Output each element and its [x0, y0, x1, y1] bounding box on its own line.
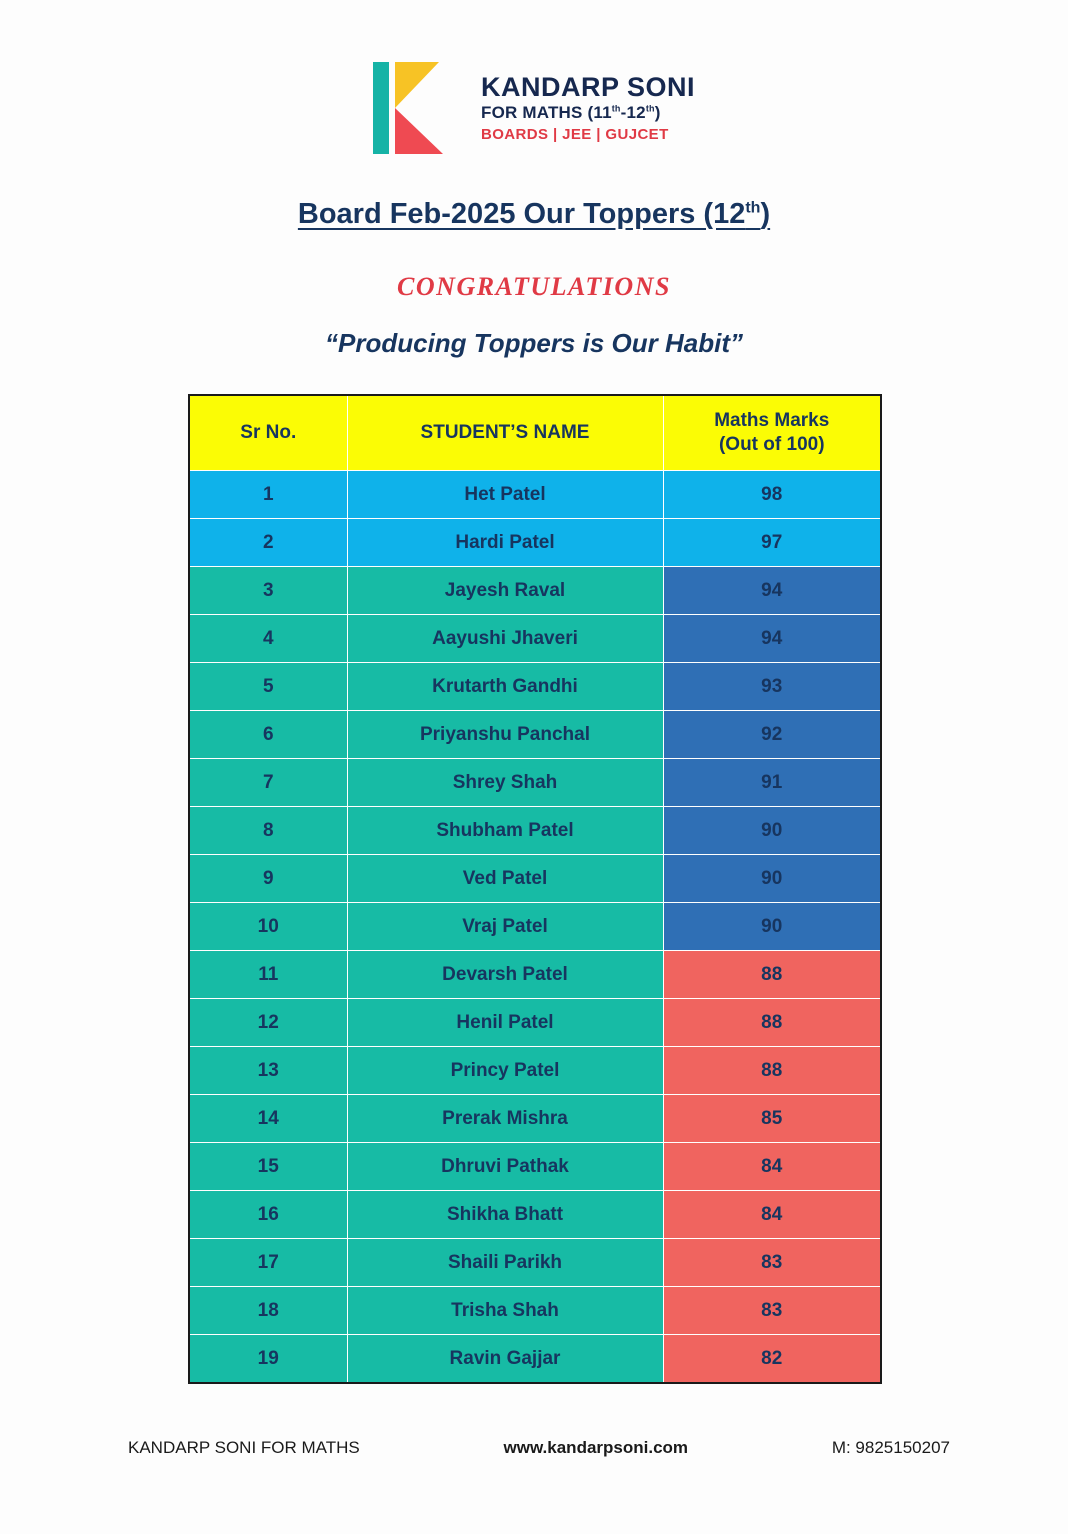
- cell-sr-no: 18: [189, 1287, 347, 1335]
- cell-student-name: Krutarth Gandhi: [347, 663, 663, 711]
- header-maths-marks-line1: Maths Marks: [714, 410, 830, 432]
- table-row: [189, 663, 881, 711]
- cell-maths-marks: 84: [663, 1191, 881, 1239]
- cell-maths-marks: 84: [663, 1143, 881, 1191]
- cell-maths-marks: 82: [663, 1335, 881, 1384]
- table-row: [189, 903, 881, 951]
- cell-sr-no: 3: [189, 567, 347, 615]
- brand-exams: BOARDS | JEE | GUJCET: [480, 126, 669, 144]
- cell-student-name: Jayesh Raval: [347, 567, 663, 615]
- table-row: [189, 567, 881, 615]
- tagline-text: “Producing Toppers is Our Habit”: [325, 328, 743, 358]
- cell-maths-marks: 88: [663, 999, 881, 1047]
- cell-sr-no: 6: [189, 711, 347, 759]
- table-row: [189, 1335, 881, 1384]
- table-row: [189, 999, 881, 1047]
- table-row: [189, 1143, 881, 1191]
- cell-sr-no: 11: [189, 951, 347, 999]
- cell-student-name: Ravin Gajjar: [347, 1335, 663, 1384]
- cell-maths-marks: 83: [663, 1287, 881, 1335]
- cell-student-name: Henil Patel: [347, 999, 663, 1047]
- brand-subtitle: [481, 104, 695, 122]
- table-row: [189, 807, 881, 855]
- cell-student-name: Aayushi Jhaveri: [347, 615, 663, 663]
- cell-sr-no: 4: [189, 615, 347, 663]
- table-row: [189, 1095, 881, 1143]
- cell-sr-no: 15: [189, 1143, 347, 1191]
- cell-sr-no: 16: [189, 1191, 347, 1239]
- brand-subtitle-prefix: FOR MATHS (11: [480, 103, 612, 123]
- footer-institute: KANDARP SONI FOR MATHS: [128, 1438, 360, 1457]
- cell-student-name: Shubham Patel: [347, 807, 663, 855]
- cell-student-name: Trisha Shah: [347, 1287, 663, 1335]
- footer-website[interactable]: www.kandarpsoni.com: [503, 1438, 689, 1457]
- page-title-prefix: Board Feb-2025 Our Toppers (12: [297, 198, 746, 230]
- cell-student-name: Shikha Bhatt: [347, 1191, 663, 1239]
- cell-maths-marks: 97: [663, 519, 881, 567]
- cell-student-name: Princy Patel: [347, 1047, 663, 1095]
- table-row: [189, 615, 881, 663]
- cell-maths-marks: 92: [663, 711, 881, 759]
- cell-maths-marks: 88: [663, 1047, 881, 1095]
- header-maths-marks-line2: (Out of 100): [718, 434, 825, 455]
- cell-student-name: Priyanshu Panchal: [347, 711, 663, 759]
- cell-student-name: Het Patel: [347, 471, 663, 519]
- header-sr-no: Sr No.: [189, 395, 347, 471]
- table-row: [189, 855, 881, 903]
- cell-sr-no: 1: [189, 471, 347, 519]
- table-row: [189, 1239, 881, 1287]
- toppers-table: [188, 394, 882, 1384]
- brand-subtitle-sup1: th: [611, 103, 621, 114]
- table-row: [189, 711, 881, 759]
- cell-student-name: Hardi Patel: [347, 519, 663, 567]
- table-row: [189, 519, 881, 567]
- cell-maths-marks: 85: [663, 1095, 881, 1143]
- cell-maths-marks: 88: [663, 951, 881, 999]
- page-footer: [128, 1438, 950, 1458]
- table-row: [189, 759, 881, 807]
- k-logo-icon: [373, 62, 465, 154]
- header-student-name: STUDENT’S NAME: [347, 395, 663, 471]
- cell-maths-marks: 83: [663, 1239, 881, 1287]
- cell-sr-no: 19: [189, 1335, 347, 1384]
- cell-sr-no: 2: [189, 519, 347, 567]
- cell-sr-no: 10: [189, 903, 347, 951]
- footer-mobile: M: 9825150207: [831, 1438, 950, 1457]
- cell-sr-no: 17: [189, 1239, 347, 1287]
- brand-name: KANDARP SONI: [480, 72, 696, 103]
- cell-maths-marks: 94: [663, 615, 881, 663]
- brand-logo: [0, 62, 1068, 154]
- cell-student-name: Dhruvi Pathak: [347, 1143, 663, 1191]
- cell-sr-no: 9: [189, 855, 347, 903]
- cell-sr-no: 5: [189, 663, 347, 711]
- toppers-table-wrap: [188, 394, 880, 1384]
- cell-maths-marks: 94: [663, 567, 881, 615]
- cell-maths-marks: 90: [663, 855, 881, 903]
- table-body: [189, 471, 881, 1384]
- cell-student-name: Vraj Patel: [347, 903, 663, 951]
- cell-sr-no: 8: [189, 807, 347, 855]
- cell-maths-marks: 91: [663, 759, 881, 807]
- page-title-sup: th: [745, 199, 761, 217]
- cell-student-name: Shaili Parikh: [347, 1239, 663, 1287]
- table-row: [189, 1047, 881, 1095]
- cell-student-name: Devarsh Patel: [347, 951, 663, 999]
- brand-subtitle-suffix: ): [654, 103, 661, 123]
- table-header: [189, 395, 881, 471]
- table-row: [189, 1191, 881, 1239]
- table-row: [189, 1287, 881, 1335]
- cell-student-name: Shrey Shah: [347, 759, 663, 807]
- cell-maths-marks: 90: [663, 903, 881, 951]
- brand-subtitle-sup2: th: [645, 103, 655, 114]
- cell-sr-no: 7: [189, 759, 347, 807]
- cell-student-name: Ved Patel: [347, 855, 663, 903]
- congratulations-text: CONGRATULATIONS: [397, 272, 671, 301]
- table-header-row: [189, 395, 881, 471]
- table-row: [189, 951, 881, 999]
- brand-subtitle-mid: -12: [620, 103, 646, 123]
- cell-maths-marks: 98: [663, 471, 881, 519]
- cell-sr-no: 12: [189, 999, 347, 1047]
- cell-sr-no: 13: [189, 1047, 347, 1095]
- page-title: [0, 198, 1068, 231]
- page-title-suffix: ): [760, 198, 771, 230]
- cell-sr-no: 14: [189, 1095, 347, 1143]
- cell-maths-marks: 93: [663, 663, 881, 711]
- table-row: [189, 471, 881, 519]
- header-maths-marks: [663, 395, 881, 471]
- cell-student-name: Prerak Mishra: [347, 1095, 663, 1143]
- cell-maths-marks: 90: [663, 807, 881, 855]
